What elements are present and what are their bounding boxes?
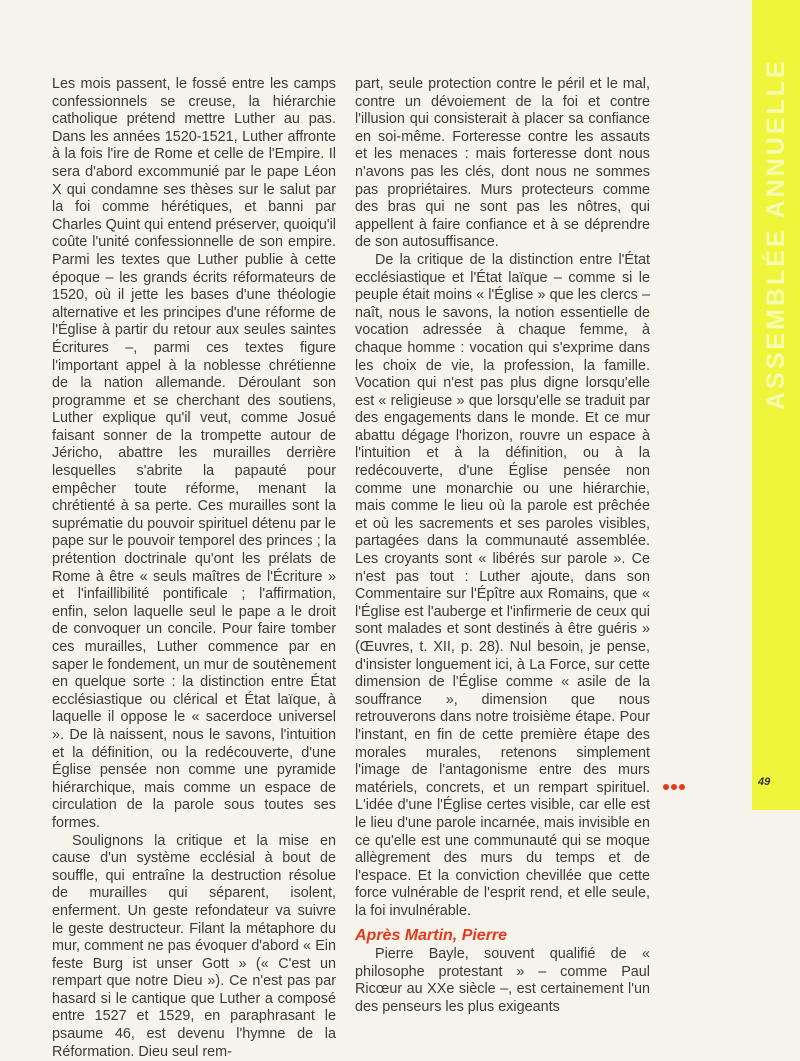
right-column xyxy=(355,76,650,1016)
page-number: 49 xyxy=(758,776,771,788)
paragraph: Pierre Bayle, souvent qualifié de « philosophe protestant » – comme Paul Ricœur au XXe siècle –, est certainement l'un des penseurs les plus exigeants xyxy=(355,946,650,1015)
paragraph: part, seule protection contre le péril et le mal, contre un dévoiement de la foi et contre l'illusion qui consisterait à placer sa confiance en soi-même. Forteresse contre les assauts et les menaces : mais forteresse dont nous n'avons pas les clés, dont nous ne sommes pas propriétaires. Murs protecteurs comme des bras qui ne sont pas les nôtres, qui appellent à faire confiance et à se déprendre de son autosuffisance. xyxy=(355,76,650,251)
left-column xyxy=(52,76,336,1061)
paragraph: Soulignons la critique et la mise en cause d'un système ecclésial à bout de souffle, qui entraîne la destruction résolue de murailles qui séparent, isolent, enferment. Un geste refondateur va suivre le geste destructeur. Filant la métaphore du mur, comment ne pas évoquer d'abord « Ein feste Burg ist unser Gott » (« C'est un rempart que notre Dieu »). Ce n'est pas par hasard si le cantique que Luther a composé entre 1527 et 1529, en paraphrasant le psaume 46, est devenu l'hymne de la Réformation. Dieu seul rem- xyxy=(52,832,336,1060)
sidebar-title: ASSEMBLÉE ANNUELLE xyxy=(762,58,790,410)
section-subheading: Après Martin, Pierre xyxy=(355,926,508,944)
paragraph: Les mois passent, le fossé entre les camps confessionnels se creuse, la hiérarchie catholique prétend mettre Luther au pas. Dans les années 1520-1521, Luther affronte à la fois l'ire de Rome et celle de l'Empire. Il sera d'abord excommunié par le pape Léon X qui condamne ses thèses sur le salut par la foi comme hérétiques, et banni par Charles Quint qui entend préserver, quoiqu'il coûte l'unité confessionnelle de son empire. Parmi les textes que Luther publie à cette époque – les grands écrits réformateurs de 1520, où il jette les bases d'une théologie alternative et les principes d'une réforme de l'Église à partir du retour aux seules saintes Écritures –, parmi ces textes figure l'important appel à la noblesse chrétienne de la nation allemande. Déroulant son programme et se cherchant des soutiens, Luther explique qu'il veut, comme Josué faisant sonner de la trompette autour de Jéricho, abattre les murailles derrière lesquelles s'abrite la papauté pour empêcher toute réforme, menant la chrétienté à sa perte. Ces murailles sont la suprématie du pouvoir spirituel détenu par le pape sur le pouvoir temporel des princes ; la prétention doctrinale qu'ont les prélats de Rome à être « seuls maîtres de l'Écriture » et l'infaillibilité pontificale ; l'affirmation, enfin, selon laquelle seul le pape a le droit de convoquer un concile. Pour faire tomber ces murailles, Luther commence par en saper le fondement, un mur de soutènement en quelque sorte : la distinction entre État ecclésiastique ou clérical et État laïque, à laquelle il oppose le « sacerdoce universel ». De là naissent, nous le savons, l'intuition et la définition, ou la redécouverte, d'une Église pensée non comme une pyramide hiérarchique, mais comme un espace de circulation de la parole sous toutes ses formes. xyxy=(52,76,336,831)
paragraph: De la critique de la distinction entre l'État ecclésiastique et l'État laïque – comme si le peuple était moins « l'Église » que les clercs – naît, nous le savons, la notion essentielle de vocation adressée à chaque femme, à chaque homme : vocation qui s'exprime dans les choix de vie, la profession, la famille. Vocation qui n'est pas plus digne lorsqu'elle est « religieuse » que lorsqu'elle se traduit par des engagements dans le monde. Et ce mur abattu dégage l'horizon, rouvre un espace à l'intuition et à la définition, ou à la redécouverte, d'une Église pensée non comme une monarchie ou une hiérarchie, mais comme le lieu où la parole est prêchée et où les sacrements et ses paroles visibles, partagées dans la communauté assemblée. Les croyants sont « libérés sur parole ». Ce n'est pas tout : Luther ajoute, dans son Commentaire sur l'Épître aux Romains, que « l'Église est l'auberge et l'infirmerie de ceux qui sont malades et sont destinés à être guéris » (Œuvres, t. XII, p. 28). Nul besoin, je pense, d'insister longuement ici, à La Force, sur cette dimension de l'Église comme « asile de la souffrance », dimension que nous retrouverons dans notre troisième étape. Pour l'instant, en fin de cette première étape des morales murales, retenons simplement l'image de l'antagonisme entre des murs matériels, concrets, et un rempart spirituel. L'idée d'une l'Église certes visible, car elle est le lieu d'une parole incarnée, mais invisible en ce qu'elle est une communauté qui se moque allègrement des murs du temps et de l'espace. Et la conviction chevillée que cette force vulnérable de l'esprit rend, et elle seule, la foi invulnérable. xyxy=(355,251,650,919)
continuation-dots-icon xyxy=(663,777,687,785)
sidebar-band xyxy=(752,0,800,810)
